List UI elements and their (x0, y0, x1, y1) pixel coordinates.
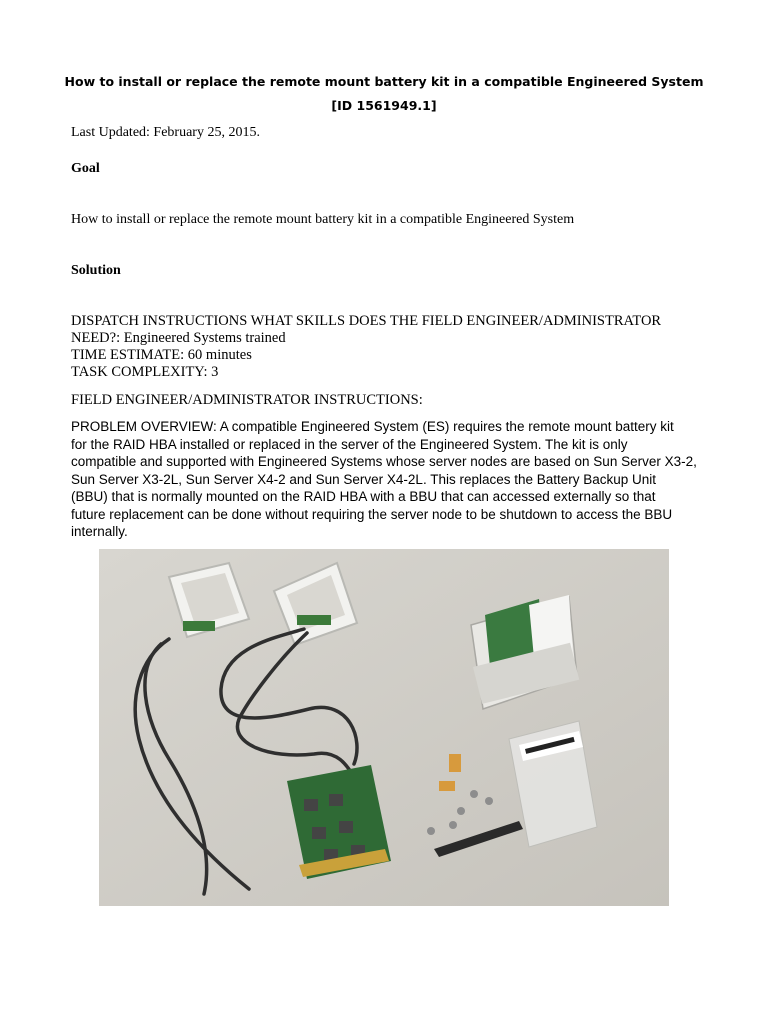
problem-line: PROBLEM OVERVIEW: A compatible Engineered System (ES) requires the remote mount battery kit (71, 419, 674, 434)
dispatch-line-2: NEED?: Engineered Systems trained (71, 330, 286, 346)
solution-heading: Solution (71, 263, 121, 278)
problem-overview (71, 418, 731, 541)
goal-text: How to install or replace the remote mount battery kit in a compatible Engineered System (71, 212, 575, 227)
time-estimate: TIME ESTIMATE: 60 minutes (71, 347, 252, 363)
problem-line: for the RAID HBA installed or replaced in the server of the Engineered System. The kit is only (71, 436, 628, 452)
fe-instructions-heading: FIELD ENGINEER/ADMINISTRATOR INSTRUCTIONS: (71, 392, 423, 408)
document-title: How to install or replace the remote mount battery kit in a compatible Engineered System (64, 74, 704, 89)
dispatch-instructions (71, 313, 751, 381)
dispatch-line-1: DISPATCH INSTRUCTIONS WHAT SKILLS DOES THE FIELD ENGINEER/ADMINISTRATOR (71, 313, 662, 329)
document-id: [ID 1561949.1] (331, 98, 437, 113)
problem-line: Sun Server X3-2L, Sun Server X4-2 and Sun Server X4-2L. This replaces the Battery Backup Unit (71, 471, 657, 487)
problem-line: future replacement can be done without requiring the server node to be shutdown to access the BBU (71, 506, 673, 522)
problem-line: compatible and supported with Engineered Systems whose server nodes are based on Sun Server X3-2, (71, 454, 697, 469)
battery-kit-photo (99, 549, 669, 906)
last-updated: Last Updated: February 25, 2015. (71, 125, 260, 140)
problem-line: internally. (71, 524, 128, 539)
problem-line: (BBU) that is normally mounted on the RAID HBA with a BBU that can accessed externally so that (71, 489, 656, 504)
task-complexity: TASK COMPLEXITY: 3 (71, 364, 219, 380)
goal-heading: Goal (71, 161, 100, 176)
